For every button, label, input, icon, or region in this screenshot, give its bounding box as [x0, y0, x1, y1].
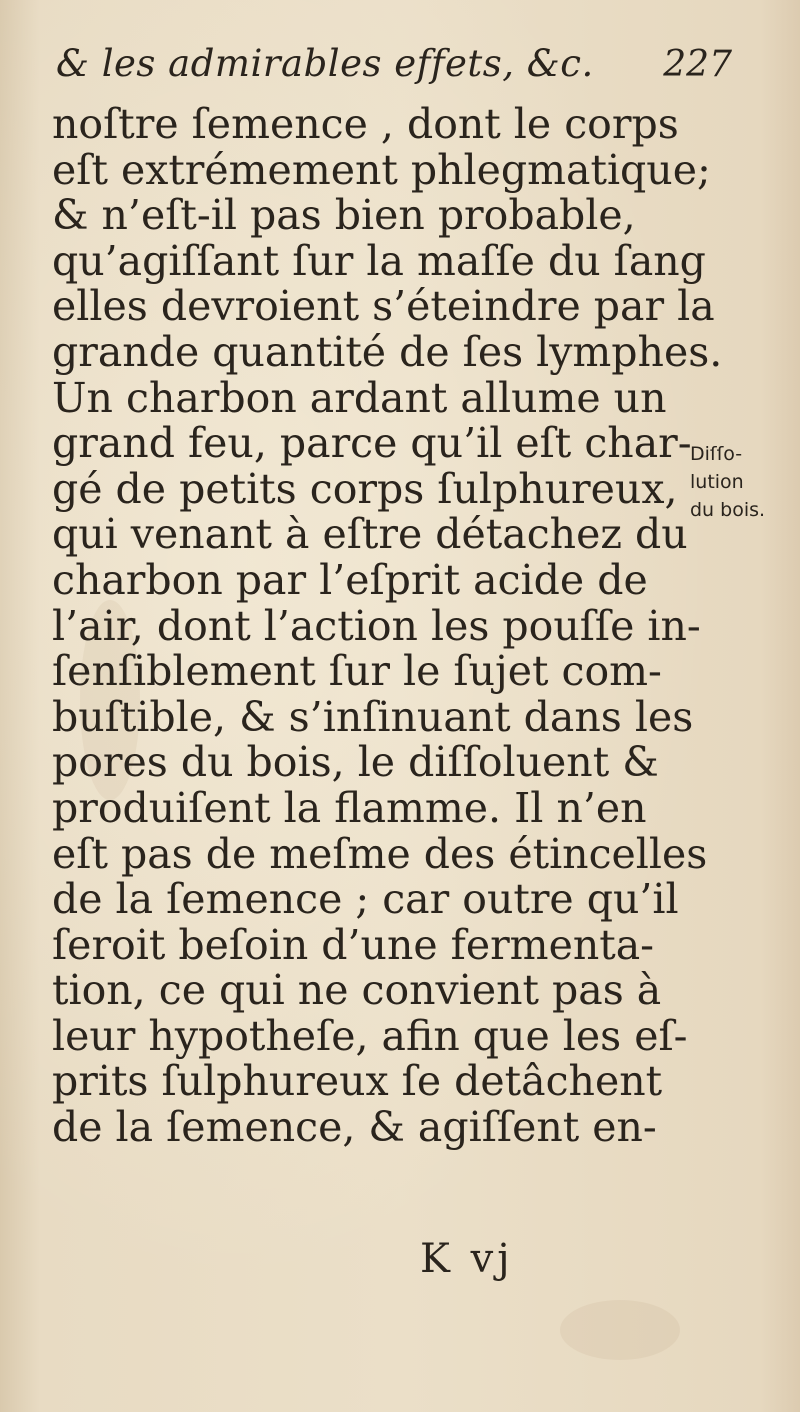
text-line: charbon par l’eſprit acide de — [52, 555, 648, 604]
text-line: prits ſulphureux ſe detâchent — [52, 1057, 663, 1106]
text-line: grande quantité de ſes lymphes. — [52, 327, 723, 376]
text-line: eſt pas de meſme des étincelles — [52, 829, 708, 878]
text-line: pores du bois, le diſſoluent & — [52, 738, 659, 787]
text-line: qui venant à eſtre détachez du — [52, 510, 688, 559]
text-line: grand feu, parce qu’il eſt char- — [52, 419, 692, 468]
text-line: & n’eſt-il pas bien probable, — [52, 191, 636, 240]
text-line: leur hypotheſe, afin que les eſ- — [52, 1011, 688, 1060]
text-line: produiſent la flamme. Il n’en — [52, 783, 647, 832]
text-line: de la ſemence, & agiſſent en- — [52, 1103, 657, 1152]
text-line: noſtre ſemence , dont le corps — [52, 100, 679, 148]
paper-stain — [560, 1300, 680, 1360]
text-line: l’air, dont l’action les pouſſe in- — [52, 601, 701, 650]
margin-note-line: du bois. — [690, 499, 766, 521]
page-header — [40, 38, 740, 98]
text-line: tion, ce qui ne convient pas à — [52, 966, 662, 1015]
text-line: qu’agiſſant ſur la maſſe du ſang — [52, 236, 706, 285]
text-line: ſenſiblement ſur le ſujet com- — [52, 647, 662, 696]
text-line: buſtible, & s’inſinuant dans les — [52, 692, 694, 741]
text-line: ſeroit beſoin d’une fermenta- — [52, 920, 655, 969]
text-line: gé de petits corps ſulphureux, — [52, 464, 678, 513]
text-line: elles devroient s’éteindre par la — [52, 282, 715, 331]
signature-mark: K vj — [420, 1236, 514, 1282]
page-number: 227 — [663, 44, 732, 85]
text-line: eſt extrémement phlegmatique; — [52, 145, 711, 194]
text-line: de la ſemence ; car outre qu’il — [52, 875, 679, 924]
running-title: & les admirables effets, &c. — [56, 42, 594, 85]
margin-note-line: lution — [690, 471, 744, 493]
margin-note — [690, 440, 790, 524]
text-line: Un charbon ardant allume un — [52, 373, 667, 422]
margin-note-line: Diſſo- — [690, 443, 743, 465]
